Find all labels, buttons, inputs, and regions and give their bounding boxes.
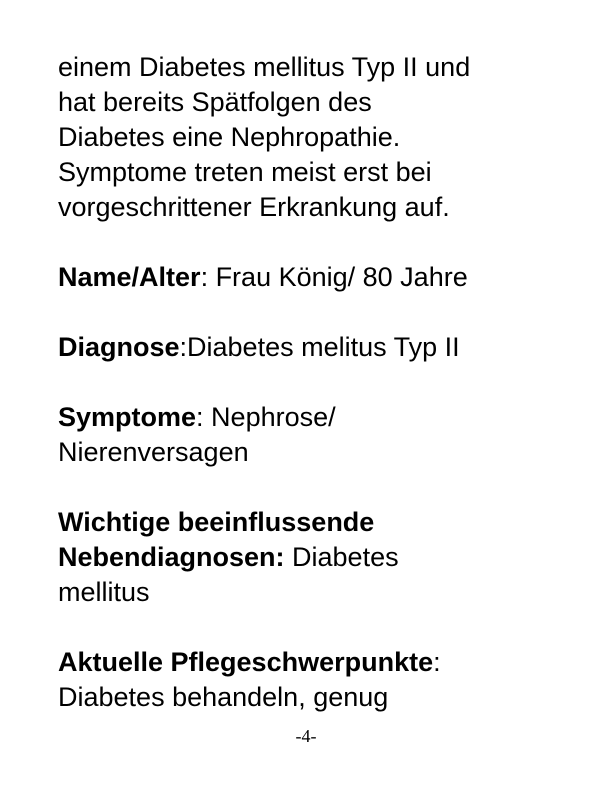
paragraph-gap — [58, 225, 578, 260]
paragraph-gap — [58, 610, 578, 645]
name-age-value: : Frau König/ 80 Jahre — [200, 262, 468, 292]
intro-line: vorgeschrittener Erkrankung auf. — [58, 192, 450, 222]
name-age-label: Name/Alter — [58, 262, 201, 292]
secondary-diagnoses-label: Wichtige beeinflussende — [58, 507, 375, 537]
care-focus-entry — [58, 645, 578, 715]
symptoms-value: : Nephrose/ — [196, 402, 336, 432]
diagnosis-value: :Diabetes melitus Typ II — [179, 332, 460, 362]
secondary-diagnoses-line — [58, 540, 578, 575]
intro-line: Symptome treten meist erst bei — [58, 157, 432, 187]
paragraph-gap — [58, 365, 578, 400]
name-age-entry — [58, 260, 578, 295]
paragraph-gap — [58, 295, 578, 330]
secondary-diagnoses-label-continued: Nebendiagnosen: — [58, 542, 285, 572]
care-focus-colon: : — [433, 647, 441, 677]
care-focus-label: Aktuelle Pflegeschwerpunkte — [58, 647, 434, 677]
intro-line: Diabetes eine Nephropathie. — [58, 122, 401, 152]
care-focus-line — [58, 645, 578, 680]
intro-paragraph — [58, 50, 578, 225]
document-body — [58, 50, 578, 715]
intro-line: hat bereits Spätfolgen des — [58, 87, 372, 117]
name-age-line — [58, 260, 578, 295]
intro-line: einem Diabetes mellitus Typ II und — [58, 52, 471, 82]
care-focus-value: Diabetes behandeln, genug — [58, 682, 389, 712]
symptoms-label: Symptome — [58, 402, 197, 432]
symptoms-value-continued: Nierenversagen — [58, 437, 249, 467]
symptoms-line — [58, 400, 578, 435]
diagnosis-line — [58, 330, 578, 365]
secondary-diagnoses-value: Diabetes — [284, 542, 399, 572]
diagnosis-label: Diagnose — [58, 332, 180, 362]
symptoms-entry — [58, 400, 578, 470]
secondary-diagnoses-value-continued: mellitus — [58, 577, 150, 607]
page-number: -4- — [295, 726, 317, 746]
diagnosis-entry — [58, 330, 578, 365]
paragraph-gap — [58, 470, 578, 505]
secondary-diagnoses-entry — [58, 505, 578, 610]
